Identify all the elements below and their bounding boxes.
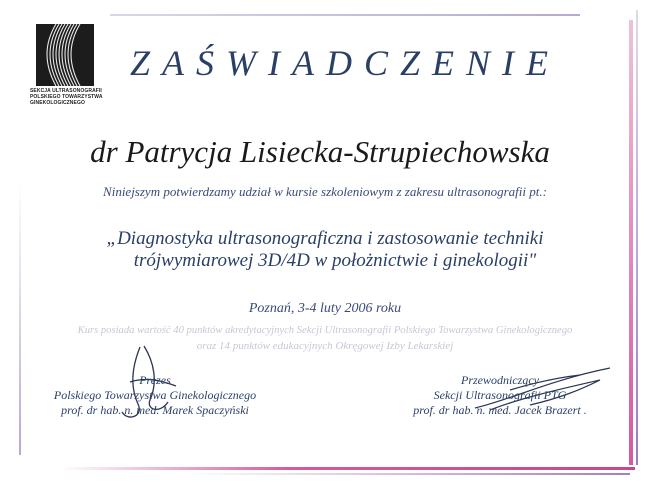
right-signatory-role: Przewodniczący xyxy=(461,373,539,387)
logo-caption-line: GINEKOLOGICZNEGO xyxy=(30,100,85,106)
accreditation-points-line-1: Kurs posiada wartość 40 punktów akredytacyjnych Sekcji Ultrasonografii Polskiego Towarzystwa Ginekologicznego xyxy=(77,325,573,336)
logo-caption-line: SEKCJA ULTRASONOGRAFII xyxy=(30,88,102,94)
left-signatory-person: prof. dr hab. n. med. Marek Spaczyński xyxy=(61,403,249,417)
ultrasound-arcs-logo-icon xyxy=(36,24,94,86)
course-title-line-1: „Diagnostyka ultrasonograficzna i zastosowanie techniki xyxy=(106,228,544,249)
intro-text: Niniejszym potwierdzamy udział w kursie szkoleniowym z zakresu ultrasonografii pt.: xyxy=(103,184,547,199)
left-signatory-role: Prezes xyxy=(139,373,171,387)
frame-top-line xyxy=(110,14,580,16)
course-title-line-2: trójwymiarowej 3D/4D w położnictwie i ginekologii" xyxy=(133,250,537,271)
right-signatory-person: prof. dr hab. n. med. Jacek Brazert . xyxy=(413,403,587,417)
society-logo xyxy=(30,24,102,114)
logo-caption-line: POLSKIEGO TOWARZYSTWA xyxy=(30,94,103,100)
left-signatory-org: Polskiego Towarzystwa Ginekologicznego xyxy=(53,388,257,402)
frame-bottom-line-pink xyxy=(60,467,635,470)
frame-bottom-line-purple xyxy=(180,473,630,475)
certificate-title: ZAŚWIADCZENIE xyxy=(130,43,560,83)
accreditation-points-line-2: oraz 14 punktów edukacyjnych Okręgowej Izby Lekarskiej xyxy=(196,340,454,352)
logo-caption xyxy=(30,88,102,106)
frame-left-line xyxy=(19,180,21,455)
right-signatory xyxy=(370,373,630,418)
right-signatory-org: Sekcji Ultrasonografii PTG xyxy=(433,388,567,402)
frame-right-line-purple xyxy=(636,10,638,465)
place-and-date: Poznań, 3-4 luty 2006 roku xyxy=(248,301,402,316)
recipient-name: dr Patrycja Lisiecka-Strupiechowska xyxy=(90,134,550,169)
left-signatory xyxy=(25,373,285,418)
